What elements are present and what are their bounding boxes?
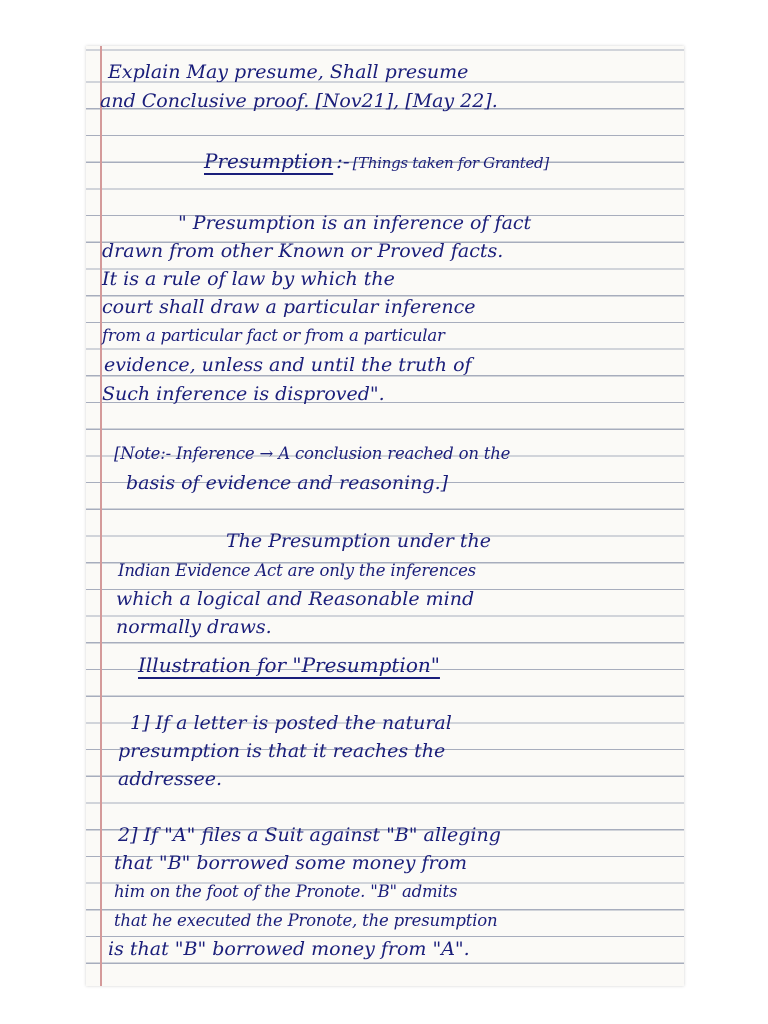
illustration-2-line-4: that he executed the Pronote, the presumption xyxy=(114,911,498,930)
illustration-title: Illustration for "Presumption" xyxy=(138,653,440,677)
illustration-2-line-3: him on the foot of the Pronote. "B" admits xyxy=(114,882,458,901)
illustration-2-line-5: is that "B" borrowed money from "A". xyxy=(108,938,470,960)
note-line-1: [Note:- Inference → A conclusion reached on the xyxy=(114,444,511,463)
definition-line-7: Such inference is disproved". xyxy=(102,383,385,405)
question-line-1: Explain May presume, Shall presume xyxy=(108,61,469,83)
act-line-3: which a logical and Reasonable mind xyxy=(116,588,475,610)
section-dash: :- xyxy=(336,149,350,173)
section-title: Presumption xyxy=(204,149,334,173)
note-line-2: basis of evidence and reasoning.] xyxy=(126,472,449,494)
act-line-2: Indian Evidence Act are only the inferences xyxy=(118,561,476,580)
act-line-1: The Presumption under the xyxy=(226,530,492,552)
act-line-4: normally draws. xyxy=(116,616,272,638)
illustration-2-line-2: that "B" borrowed some money from xyxy=(114,852,468,874)
illustration-1-line-2: presumption is that it reaches the xyxy=(118,740,446,762)
definition-line-3: It is a rule of law by which the xyxy=(102,268,395,290)
definition-line-6: evidence, unless and until the truth of xyxy=(104,354,472,376)
definition-line-2: drawn from other Known or Proved facts. xyxy=(102,240,504,262)
definition-line-1: " Presumption is an inference of fact xyxy=(178,212,532,234)
notebook-page xyxy=(86,46,684,986)
illustration-1-line-1: 1] If a letter is posted the natural xyxy=(130,712,452,734)
illustration-2-line-1: 2] If "A" files a Suit against "B" alleging xyxy=(118,824,501,846)
illustration-1-line-3: addressee. xyxy=(118,768,223,790)
margin-line xyxy=(100,46,102,986)
question-line-2: and Conclusive proof. [Nov21], [May 22]. xyxy=(100,90,498,112)
definition-line-5: from a particular fact or from a particular xyxy=(102,326,445,345)
definition-line-4: court shall draw a particular inference xyxy=(102,296,476,318)
illustration-heading xyxy=(138,652,440,678)
section-bracket-note: [Things taken for Granted] xyxy=(352,154,549,172)
section-heading xyxy=(204,148,549,176)
